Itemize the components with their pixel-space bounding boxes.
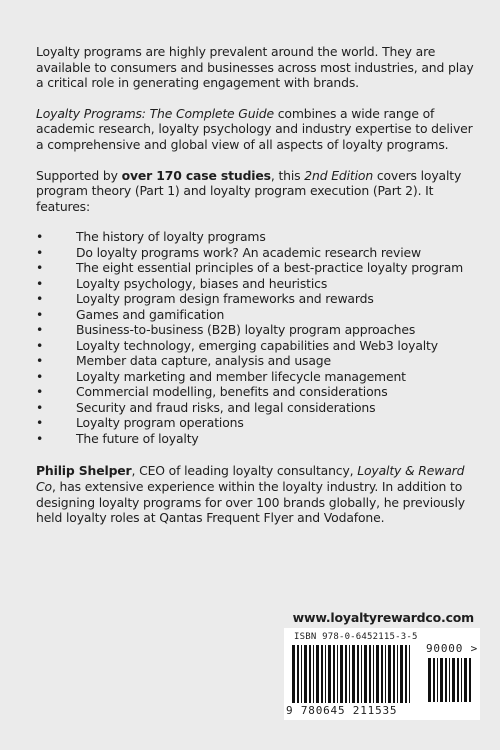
features-list: [36, 229, 476, 446]
feature-item: [36, 338, 476, 354]
guide-paragraph: [36, 106, 476, 153]
company-name: Loyalty & Reward Co: [36, 463, 465, 494]
feature-item: [36, 245, 476, 261]
feature-text: Do loyalty programs work? An academic research review: [76, 244, 421, 260]
feature-text: The eight essential principles of a best-practice loyalty program: [76, 260, 464, 276]
bullet-icon: •: [36, 430, 44, 446]
bullet-icon: •: [36, 229, 44, 245]
bullet-icon: •: [36, 322, 44, 338]
barcode-bar: [437, 658, 438, 702]
feature-item: [36, 229, 476, 245]
feature-item: [36, 276, 476, 292]
barcode-bar: [381, 645, 383, 703]
case-studies-count: over 170 case studies: [121, 167, 271, 183]
barcode-bar: [309, 645, 311, 703]
feature-text: Security and fraud risks, and legal considerations: [76, 399, 376, 415]
feature-item: [36, 400, 476, 416]
barcode-bar: [376, 645, 379, 703]
bullet-icon: •: [36, 368, 44, 384]
barcode-bar: [292, 645, 295, 703]
barcode-bar: [397, 645, 398, 703]
barcode-bar: [340, 645, 343, 703]
bullet-icon: •: [36, 399, 44, 415]
barcode-bar: [369, 645, 371, 703]
feature-text: Games and gamification: [76, 306, 225, 322]
website-url: www.loyaltyrewardco.com: [292, 610, 474, 625]
bullet-icon: •: [36, 353, 44, 369]
bullet-icon: •: [36, 415, 44, 431]
barcode-bar: [469, 658, 471, 702]
feature-item: [36, 322, 476, 338]
feature-text: Loyalty psychology, biases and heuristics: [76, 275, 328, 291]
barcode-bar: [452, 658, 455, 702]
barcode-bar: [461, 658, 462, 702]
isbn-digits: 9 780645 211535: [286, 704, 398, 717]
feature-item: [36, 415, 476, 431]
feature-text: Loyalty program design frameworks and rewards: [76, 291, 374, 307]
barcode-bar: [433, 658, 435, 702]
author-bio: , has extensive experience within the loyalty industry. In addition to designing loyalty programs for over 100 brands globally, he previously held loyalty roles at Qantas Frequent Flyer and Vodafone.: [36, 478, 465, 526]
barcode-bar: [349, 645, 350, 703]
feature-item: [36, 353, 476, 369]
guide-description: combines a wide range of academic research, loyalty psychology and industry expertise to deliver a comprehensive and global view of all aspects of loyalty programs.: [36, 105, 473, 152]
ean-barcode-bars: [292, 645, 412, 703]
barcode-bar: [304, 645, 307, 703]
barcode-bar: [457, 658, 459, 702]
barcode-bar: [313, 645, 314, 703]
barcode-bar: [357, 645, 359, 703]
feature-text: The history of loyalty programs: [76, 229, 266, 245]
barcode-bar: [321, 645, 323, 703]
bullet-icon: •: [36, 244, 44, 260]
isbn-barcode: [284, 628, 480, 720]
price-addon-bars: [428, 658, 472, 702]
barcode-bar: [409, 645, 410, 703]
feature-item: [36, 369, 476, 385]
feature-text: The future of loyalty: [76, 430, 199, 446]
feature-item: [36, 307, 476, 323]
barcode-bar: [445, 658, 447, 702]
bullet-icon: •: [36, 384, 44, 400]
feature-text: Loyalty technology, emerging capabilities and Web3 loyalty: [76, 337, 438, 353]
barcode-bar: [328, 645, 331, 703]
price-code-digits: 90000: [426, 642, 464, 655]
barcode-bar: [428, 658, 431, 702]
barcode-bar: [316, 645, 319, 703]
feature-item: [36, 384, 476, 400]
bullet-icon: •: [36, 260, 44, 276]
isbn-label: ISBN 978-0-6452115-3-5: [294, 632, 418, 642]
barcode-bar: [449, 658, 450, 702]
feature-text: Commercial modelling, benefits and considerations: [76, 384, 388, 400]
barcode-bar: [337, 645, 338, 703]
back-cover-text: [36, 44, 476, 526]
barcode-bar: [405, 645, 407, 703]
supported-paragraph: [36, 168, 476, 215]
barcode-bar: [464, 658, 467, 702]
barcode-bar: [297, 645, 299, 703]
author-role: , CEO of leading loyalty consultancy,: [131, 463, 358, 479]
feature-text: Member data capture, analysis and usage: [76, 353, 331, 369]
author-name: Philip Shelper: [36, 463, 132, 479]
supported-middle: , this: [270, 167, 305, 183]
bullet-icon: •: [36, 337, 44, 353]
feature-item: [36, 431, 476, 447]
barcode-bar: [440, 658, 443, 702]
author-paragraph: [36, 463, 476, 525]
price-code-mark: >: [470, 642, 478, 655]
bullet-icon: •: [36, 306, 44, 322]
barcode-bar: [333, 645, 335, 703]
barcode-bar: [361, 645, 362, 703]
book-title: Loyalty Programs: The Complete Guide: [36, 105, 274, 121]
barcode-bar: [352, 645, 355, 703]
supported-tail: covers loyalty program theory (Part 1) and loyalty program execution (Part 2). It features:: [36, 167, 462, 214]
bullet-icon: •: [36, 291, 44, 307]
feature-item: [36, 260, 476, 276]
barcode-bar: [388, 645, 391, 703]
feature-text: Loyalty program operations: [76, 415, 244, 431]
bullet-icon: •: [36, 275, 44, 291]
supported-lead: Supported by: [36, 167, 122, 183]
barcode-bar: [325, 645, 326, 703]
edition-label: 2nd Edition: [304, 167, 374, 183]
barcode-bar: [393, 645, 395, 703]
intro-paragraph: Loyalty programs are highly prevalent around the world. They are available to consumers and businesses across most industries, and play a critical role in generating engagement with brands.: [36, 44, 474, 91]
barcode-bar: [345, 645, 347, 703]
price-code: [426, 642, 478, 655]
feature-item: [36, 291, 476, 307]
feature-text: Loyalty marketing and member lifecycle management: [76, 368, 406, 384]
barcode-bar: [301, 645, 302, 703]
feature-text: Business-to-business (B2B) loyalty program approaches: [76, 322, 416, 338]
barcode-bar: [400, 645, 403, 703]
barcode-bar: [364, 645, 367, 703]
barcode-bar: [373, 645, 374, 703]
barcode-bar: [385, 645, 386, 703]
